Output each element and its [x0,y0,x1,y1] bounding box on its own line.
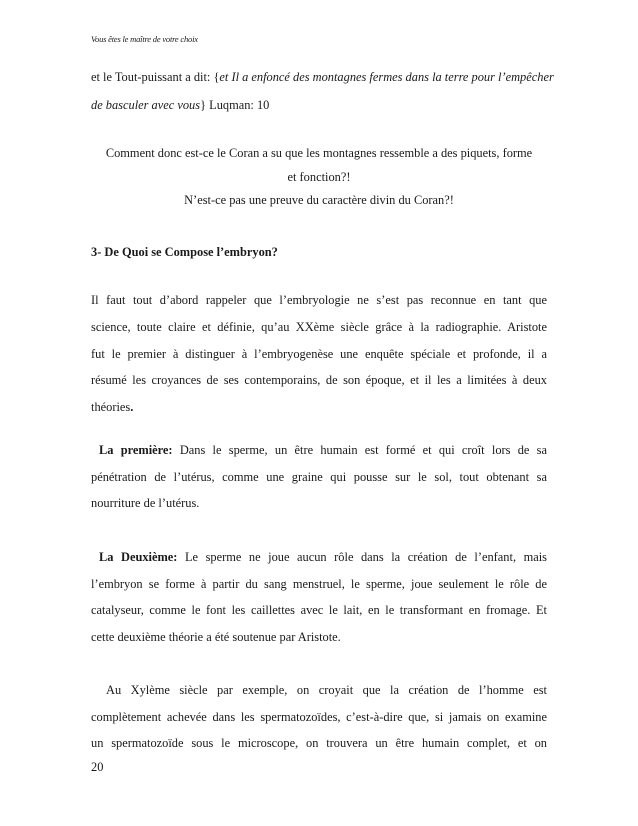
question-line-1: Comment donc est-ce le Coran a su que les montagnes ressemble a des piquets, forme [105,146,533,160]
quote-line-1 [91,69,554,85]
intro-line-2: science, toute claire et définie, qu’au XXème siècle grâce à la radiographie. Aristote [91,320,547,334]
second-theory-text-1: Le sperme ne joue aucun rôle dans la création de l’enfant, mais [177,550,547,564]
closing-line-3: un spermatozoïde sous le microscope, on trouvera un être humain complet, et on [91,736,547,750]
closing-line-2: complètement achevée dans les spermatozoïdes, c’est-à-dire que, si jamais on examine [91,710,547,724]
quote-prefix: et le Tout-puissant a dit: { [91,70,220,84]
running-header: Vous êtes le maître de votre choix [91,34,198,44]
intro-period: . [130,400,134,414]
second-theory-line-3: catalyseur, comme le font les caillettes avec le lait, en le transformant en fromage. Et [91,603,547,617]
quote-italic-2: de basculer avec vous [91,98,201,112]
first-theory-line-1 [99,442,547,458]
second-theory-line-4: cette deuxième théorie a été soutenue par Aristote. [91,630,341,644]
question-line-3: N’est-ce pas une preuve du caractère divin du Coran?! [184,193,454,207]
second-theory-line-1 [99,549,547,565]
quote-suffix: } Luqman: 10 [200,98,270,112]
second-theory-label: La Deuxième: [99,550,178,564]
first-theory-line-2: pénétration de l’utérus, comme une graine qui pousse sur le sol, tout obtenant sa [91,470,547,484]
intro-last-word: théories [91,400,131,414]
page-number: 20 [91,760,104,774]
first-theory-label: La première: [99,443,173,457]
quote-line-2 [91,97,547,113]
question-line-2: et fonction?! [287,170,351,184]
intro-line-1: Il faut tout d’abord rappeler que l’embryologie ne s’est pas reconnue en tant que [91,293,547,307]
first-theory-line-3: nourriture de l’utérus. [91,496,200,510]
intro-line-4: résumé les croyances de ses contemporains, de son époque, et il les a limitées à deux [91,373,547,387]
intro-line-3: fut le premier à distinguer à l’embryogenèse une enquête spéciale et profonde, il a [91,347,547,361]
section-heading: 3- De Quoi se Compose l’embryon? [91,245,278,259]
quote-italic-1: et Il a enfoncé des montagnes fermes dans la terre pour l’empêcher [219,70,554,84]
intro-line-5 [91,399,547,415]
first-theory-text-1: Dans le sperme, un être humain est formé et qui croît lors de sa [172,443,548,457]
second-theory-line-2: l’embryon se forme à partir du sang menstruel, le sperme, joue seulement le rôle de [91,577,547,591]
closing-line-1: Au Xylème siècle par exemple, on croyait que la création de l’homme est [106,683,547,697]
